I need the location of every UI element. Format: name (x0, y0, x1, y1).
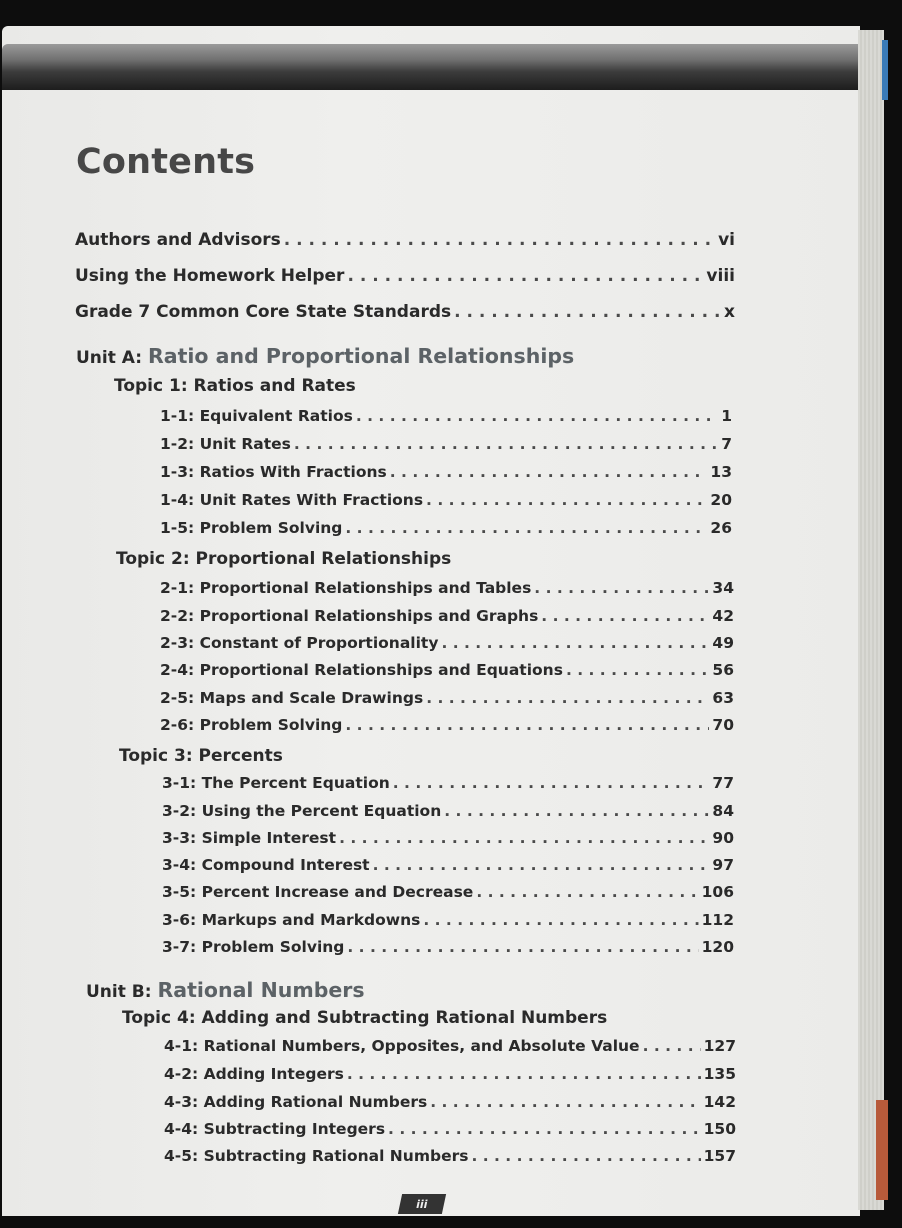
toc-entry-page: 84 (712, 802, 734, 820)
toc-entry-page: 42 (712, 607, 734, 625)
toc-entry (162, 883, 734, 901)
book-page (2, 26, 860, 1216)
unit-heading (86, 978, 365, 1002)
toc-entry-label: 2-6: Problem Solving (160, 716, 343, 734)
toc-entry (164, 1065, 736, 1083)
leader-dots (347, 1065, 701, 1083)
toc-entry-label: 1-2: Unit Rates (160, 435, 291, 453)
toc-entry-page: 13 (710, 463, 732, 481)
toc-entry-label: 3-4: Compound Interest (162, 856, 370, 874)
leader-dots (444, 802, 709, 820)
toc-entry-label: 2-1: Proportional Relationships and Tables (160, 579, 532, 597)
leader-dots (441, 634, 709, 652)
unit-prefix: Unit A: (76, 348, 143, 368)
toc-entry-page: 56 (712, 661, 734, 679)
toc-entry (162, 774, 734, 792)
toc-entry-label: 2-3: Constant of Proportionality (160, 634, 439, 652)
leader-dots (643, 1037, 701, 1055)
toc-entry-label: 4-2: Adding Integers (164, 1065, 344, 1083)
toc-entry (160, 435, 732, 453)
toc-entry-label: 1-5: Problem Solving (160, 519, 343, 537)
topic-heading: Topic 2: Proportional Relationships (116, 549, 452, 569)
toc-entry-label: 4-1: Rational Numbers, Opposites, and Absolute Value (164, 1037, 640, 1055)
toc-entry-label: 2-4: Proportional Relationships and Equations (160, 661, 563, 679)
leader-dots (423, 911, 698, 929)
leader-dots (541, 607, 709, 625)
leader-dots (454, 302, 721, 322)
leader-dots (356, 407, 718, 425)
leader-dots (373, 856, 710, 874)
toc-entry-page: 26 (710, 519, 732, 537)
toc-entry (160, 579, 734, 597)
unit-prefix: Unit B: (86, 982, 152, 1002)
page-title: Contents (76, 142, 256, 182)
toc-entry-page: 97 (712, 856, 734, 874)
leader-dots (534, 579, 709, 597)
toc-entry-page: 142 (703, 1093, 736, 1111)
toc-entry-label: 3-6: Markups and Markdowns (162, 911, 421, 929)
toc-entry (75, 266, 735, 286)
leader-dots (284, 230, 715, 250)
toc-entry-page: viii (706, 266, 735, 286)
leader-dots (388, 1120, 701, 1138)
unit-heading (76, 344, 574, 368)
toc-entry-label: 1-4: Unit Rates With Fractions (160, 491, 424, 509)
toc-entry (160, 661, 734, 679)
topic-heading: Topic 4: Adding and Subtracting Rational Numbers (122, 1008, 608, 1028)
toc-entry (160, 716, 734, 734)
toc-entry-page: 20 (710, 491, 732, 509)
toc-entry-page: 106 (701, 883, 734, 901)
toc-entry-label: 3-3: Simple Interest (162, 829, 337, 847)
topic-heading: Topic 1: Ratios and Rates (114, 376, 356, 396)
toc-entry (162, 938, 734, 956)
topic-heading: Topic 3: Percents (119, 746, 283, 766)
leader-dots (339, 829, 709, 847)
toc-entry-page: 90 (712, 829, 734, 847)
toc-entry (160, 634, 734, 652)
toc-entry (160, 407, 732, 425)
toc-entry (164, 1037, 736, 1055)
edge-tab-blue (882, 40, 888, 100)
toc-entry-page: 112 (701, 911, 734, 929)
edge-tab-orange (876, 1100, 888, 1200)
leader-dots (294, 435, 718, 453)
page-stack-edge (858, 30, 884, 1210)
leader-dots (393, 774, 710, 792)
leader-dots (347, 266, 703, 286)
leader-dots (426, 689, 709, 707)
toc-entry-label: Grade 7 Common Core State Standards (75, 302, 452, 322)
toc-entry-page: x (724, 302, 735, 322)
page-number: iii (398, 1194, 446, 1214)
unit-name: Rational Numbers (157, 978, 365, 1002)
toc-entry-label: 3-7: Problem Solving (162, 938, 345, 956)
toc-entry-label: 2-5: Maps and Scale Drawings (160, 689, 424, 707)
toc-entry-label: 1-3: Ratios With Fractions (160, 463, 387, 481)
toc-entry (164, 1147, 736, 1165)
toc-entry (160, 491, 732, 509)
toc-entry-page: 120 (701, 938, 734, 956)
toc-entry-label: 3-1: The Percent Equation (162, 774, 390, 792)
toc-entry-label: 3-5: Percent Increase and Decrease (162, 883, 474, 901)
toc-entry (164, 1093, 736, 1111)
toc-entry-page: 7 (721, 435, 732, 453)
leader-dots (390, 463, 708, 481)
toc-entry-page: 34 (712, 579, 734, 597)
leader-dots (345, 716, 709, 734)
toc-entry (164, 1120, 736, 1138)
toc-entry (160, 519, 732, 537)
leader-dots (426, 491, 707, 509)
toc-entry (160, 689, 734, 707)
leader-dots (566, 661, 709, 679)
toc-entry-page: 157 (703, 1147, 736, 1165)
toc-entry-label: Authors and Advisors (75, 230, 281, 250)
toc-entry-page: 150 (703, 1120, 736, 1138)
leader-dots (345, 519, 707, 537)
toc-entry-page: 70 (712, 716, 734, 734)
toc-entry (162, 829, 734, 847)
toc-entry (162, 911, 734, 929)
toc-entry-label: 4-4: Subtracting Integers (164, 1120, 386, 1138)
leader-dots (430, 1093, 700, 1111)
toc-entry-page: vi (718, 230, 735, 250)
unit-name: Ratio and Proportional Relationships (147, 344, 575, 368)
toc-entry (160, 607, 734, 625)
toc-entry-label: 4-3: Adding Rational Numbers (164, 1093, 428, 1111)
toc-entry (162, 802, 734, 820)
toc-entry-page: 135 (703, 1065, 736, 1083)
leader-dots (471, 1147, 700, 1165)
leader-dots (347, 938, 698, 956)
toc-entry-label: 4-5: Subtracting Rational Numbers (164, 1147, 469, 1165)
leader-dots (476, 883, 698, 901)
toc-entry-label: 2-2: Proportional Relationships and Graphs (160, 607, 539, 625)
toc-entry (160, 463, 732, 481)
toc-entry-label: Using the Homework Helper (75, 266, 345, 286)
toc-entry (162, 856, 734, 874)
toc-entry (75, 302, 735, 322)
toc-entry (75, 230, 735, 250)
page-header-bar (2, 44, 860, 90)
toc-entry-page: 63 (712, 689, 734, 707)
toc-entry-page: 77 (712, 774, 734, 792)
toc-entry-page: 1 (721, 407, 732, 425)
toc-entry-page: 49 (712, 634, 734, 652)
toc-entry-page: 127 (703, 1037, 736, 1055)
toc-entry-label: 1-1: Equivalent Ratios (160, 407, 353, 425)
toc-entry-label: 3-2: Using the Percent Equation (162, 802, 442, 820)
